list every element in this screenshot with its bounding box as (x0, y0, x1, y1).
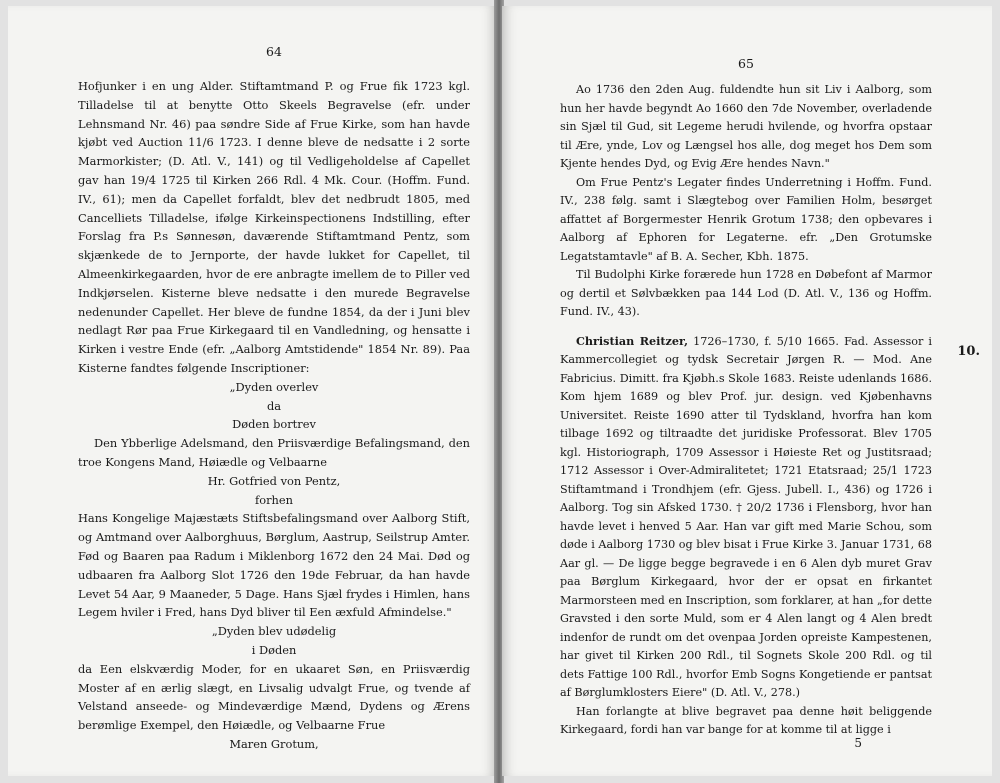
left-paragraph-4: da Een elskværdig Moder, for en ukaaret Søn, en Priisværdig Moster af en ærlig slægt, en Livsalig udvalgt Frue, og tvende af Velstand anseede- og Mindeværdige Mænd, Dydens og Ærens berømlige Exempel, den Høiædle, og Velbaarne Frue (78, 661, 470, 733)
left-page (8, 6, 496, 776)
signature-mark: 5 (854, 736, 862, 750)
title-forhen: forhen (255, 492, 293, 507)
inscription-1-line-1: „Dyden overlev (229, 379, 319, 394)
entry-name: Christian Reitzer, (576, 333, 689, 348)
entry-reitzer (560, 332, 932, 703)
left-page-text (78, 77, 470, 754)
right-page-text (560, 81, 932, 740)
left-paragraph-1: Hofjunker i en ung Alder. Stiftamtmand P. og Frue fik 1723 kgl. Tilladelse til at benytte Otto Skeels Begravelse (efr. under Lehnsmand Nr. 46) paa søndre Side af Frue Kirke, som han havde kjøbt ved Auction 11/6 1723. I denne bleve de nedsatte i 2 sorte Marmorkister; (D. Atl. V., 141) og til Vedligeholdelse af Capellet gav han 19/4 1725 til Kirken 266 Rdl. 4 Mk. Cour. (Hoffm. Fund. IV., 61); men da Capellet forfaldt, blev det nedbrudt 1805, med Cancelliets Tilladelse, ifølge Kirkeinspectionens Indstilling, efter Forslag fra P.s Sønnesøn, daværende Stiftamtmand Pentz, som skjænkede de to Jernporte, der havde lukket for Capellet, til Almeenkirkegaarden, hvor de ere anbragte imellem de to Piller ved Indkjørselen. Kisterne bleve nedsatte i den murede Begravelse nedenunder Capellet. Her bleve de fundne 1854, da der i Juni blev nedlagt Rør paa Frue Kirkegaard til en Vandledning, og hensatte i Kirken i vestre Ende (efr. „Aalborg Amtstidende" 1854 Nr. 89). Paa Kisterne fandtes følgende Inscriptioner: (78, 79, 470, 375)
right-paragraph-4: 1726–1730, f. 5/10 1665. Fad. Assessor i Kammercollegiet og tydsk Secretair Jørgen R. — Mod. Ane Fabricius. Dimitt. fra Kjøbh.s Skole 1683. Reiste udenlands 1686. Kom hjem 1689 og blev Prof. jur. design. ved Kjøbenhavns Universitet. Reiste 1690 atter til Tydskland, hvorfra han kom tilbage 1692 og tiltraadte det juridiske Professorat. Blev 1705 kgl. Historiograph, 1709 Assessor i Høieste Ret og Justitsraad; 1712 Assessor i Over-Admiralitetet; 1721 Etatsraad; 25/1 1723 Stiftamtmand i Trondhjem (efr. Gjess. Jubell. I., 436) og 1726 i Aalborg. Tog sin Afsked 1730. † 20/2 1736 i Flensborg, hvor han havde levet i henved 5 Aar. Han var gift med Marie Schou, som døde i Aalborg 1730 og blev bisat i Frue Kirke 3. Januar 1731, 68 Aar gl. — De ligge begge begravede i en 6 Alen dyb muret Grav paa Børglum Kirkegaard, hvor der er opsat en firkantet Marmorsteen med en Inscription, som forklarer, at han „for dette Gravsted i den sorte Muld, som er 4 Alen langt og 4 Alen bredt indenfor de rundt om det ovenpaa Jorden opreiste Kampestenen, har givet til Kirken 200 Rdl., til Sognets Skole 200 Rdl. og til dets Fattige 100 Rdl., hvorfor Emb Sogns Kongetiende er pantsat af Børglumklosters Eiere" (D. Atl. V., 278.) (560, 334, 932, 699)
left-paragraph-2: Den Ybberlige Adelsmand, den Priisværdige Befalingsmand, den troe Kongens Mand, Høiædle og Velbaarne (78, 436, 470, 469)
name-grotum: Maren Grotum, (229, 736, 319, 751)
right-paragraph-2: Om Frue Pentz's Legater findes Underretning i Hoffm. Fund. IV., 238 følg. samt i Slægtebog over Familien Holm, besørget affattet af Borgermester Henrik Grotum 1738; den opbevares i Aalborg af Ephoren for Legaterne. efr. „Den Grotumske Legatstamtavle" af B. A. Secher, Kbh. 1875. (560, 175, 932, 263)
inscription-1-line-2: da (266, 398, 282, 413)
left-paragraph-3: Hans Kongelige Majæstæts Stiftsbefalingsmand over Aalborg Stift, og Amtmand over Aalborghuus, Børglum, Aastrup, Seilstrup Amter. Fød og Baaren paa Radum i Miklenborg 1672 den 24 Mai. Død og udbaaren fra Aalborg Slot 1726 den 19de Februar, da han havde Levet 54 Aar, 9 Maaneder, 5 Dage. Hans Sjæl frydes i Himlen, hans Legem hviler i Fred, hans Dyd bliver til Een æxfuld Afmindelse." (78, 511, 470, 620)
right-page (502, 6, 992, 776)
right-paragraph-1: Ao 1736 den 2den Aug. fuldendte hun sit Liv i Aalborg, som hun her havde begyndt Ao 1660 den 7de November, overladende sin Sjæl til Gud, sit Legeme herudi hvilende, og hvorfra opstaar til Ære, ynde, Lov og Længsel hos alle, dog meget hos Dem som Kjente hendes Dyd, og Evig Ære hendes Navn." (560, 83, 932, 170)
name-pentz: Hr. Gotfried von Pentz, (207, 473, 341, 488)
entry-margin-number: 10. (957, 344, 980, 359)
inscription-2-line-1: „Dyden blev udødelig (211, 624, 337, 639)
right-page-number: 65 (738, 56, 754, 71)
inscription-2-line-2: i Døden (251, 642, 297, 657)
inscription-1-line-3: Døden bortrev (232, 417, 316, 432)
left-page-number: 64 (266, 44, 282, 59)
right-paragraph-5: Han forlangte at blive begravet paa denne høit beliggende Kirkegaard, fordi han var bange for at komme til at ligge i (560, 704, 932, 736)
right-paragraph-3: Til Budolphi Kirke forærede hun 1728 en Døbefont af Marmor og dertil et Sølvbækken paa 144 Lod (D. Atl. V., 136 og Hoffm. Fund. IV., 43). (560, 268, 932, 318)
